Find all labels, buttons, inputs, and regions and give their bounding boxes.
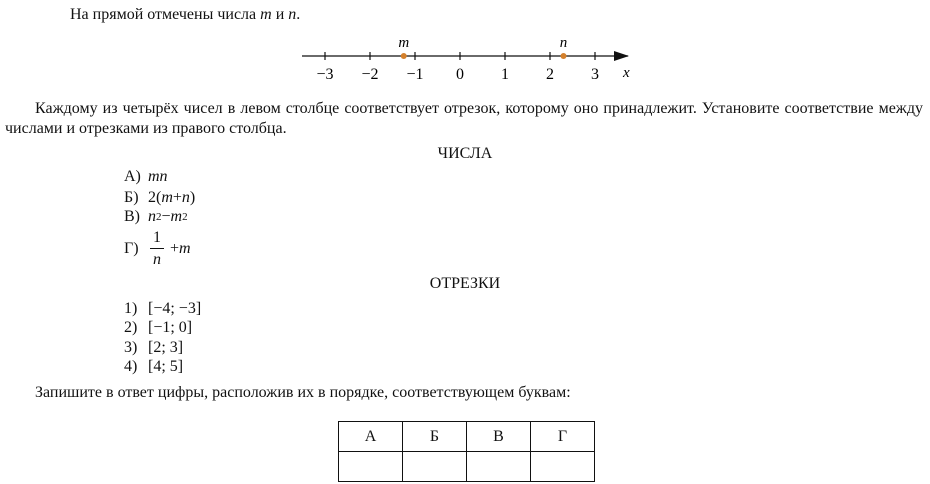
- segment-label-4: 4): [124, 358, 138, 375]
- intro-text: [70, 7, 300, 23]
- answer-header-b: Б: [403, 422, 467, 452]
- segment-value-3: [2; 3]: [148, 339, 184, 356]
- segment-label-1: 1): [124, 300, 138, 317]
- axis-tick-label: 0: [456, 66, 464, 83]
- answer-cell-v[interactable]: [467, 452, 531, 482]
- answer-cell-a[interactable]: [339, 452, 403, 482]
- axis-ticks: [316, 52, 599, 83]
- axis-tick-label: 1: [501, 66, 509, 83]
- axis-tick-label: −1: [406, 66, 424, 83]
- number-m-v: m: [170, 208, 183, 225]
- segment-item-4: [124, 359, 183, 375]
- axis-tick-label: 2: [546, 66, 554, 83]
- intro-n: n: [288, 6, 297, 23]
- segment-value-4: [4; 5]: [148, 358, 184, 375]
- axis-tick-label: −2: [361, 66, 379, 83]
- number-m-b: m: [161, 189, 173, 206]
- segment-item-2: [124, 320, 192, 336]
- segment-item-1: [124, 301, 201, 317]
- number-item-b: [124, 190, 195, 206]
- number-sup1-v: 2: [156, 210, 162, 223]
- segment-label-3: 3): [124, 339, 138, 356]
- number-item-a: [124, 169, 168, 185]
- fraction-numerator: 1: [150, 230, 164, 249]
- segments-heading: ОТРЕЗКИ: [429, 275, 501, 292]
- number-plus-b: +: [172, 189, 182, 206]
- point-n: [561, 53, 567, 59]
- number-sup2-v: 2: [182, 210, 188, 223]
- number-line: [300, 33, 640, 83]
- answer-header-v: В: [467, 422, 531, 452]
- answer-cell-g[interactable]: [531, 452, 595, 482]
- answer-header-g: Г: [531, 422, 595, 452]
- number-plus-g: +: [170, 240, 180, 257]
- fraction-denominator: n: [153, 251, 161, 268]
- number-minus-v: −: [161, 208, 171, 225]
- answer-header-row: [339, 422, 595, 452]
- number-close-b: ): [189, 189, 196, 206]
- axis-arrow-icon: [614, 51, 629, 61]
- number-item-v: [124, 209, 188, 225]
- number-label-b: Б): [124, 189, 139, 206]
- intro-prefix: На прямой отмечены числа: [70, 6, 261, 23]
- point-label-n: n: [559, 35, 568, 51]
- point-m: [401, 53, 407, 59]
- numbers-heading: ЧИСЛА: [437, 145, 493, 162]
- task-text: Каждому из четырёх чисел в левом столбце соответствует отрезок, которому оно принадлежит. Установите соответствие между числами и отрезками из правого столбца.: [5, 100, 923, 137]
- answer-header-a: А: [339, 422, 403, 452]
- number-n-b: n: [181, 189, 190, 206]
- number-coef-b: 2(: [148, 189, 162, 206]
- axis-tick-label: −3: [316, 66, 334, 83]
- intro-m: m: [260, 6, 272, 23]
- segment-value-2: [−1; 0]: [148, 319, 193, 336]
- axis-label-x: x: [623, 65, 630, 81]
- segment-value-1: [−4; −3]: [148, 300, 202, 317]
- number-label-a: А): [124, 168, 141, 185]
- answer-table: [338, 421, 595, 482]
- number-label-v: В): [124, 208, 140, 225]
- intro-mid: и: [271, 6, 289, 23]
- instruction-text: Запишите в ответ цифры, расположив их в порядке, соответствующем буквам:: [35, 384, 571, 401]
- answer-input-row: [339, 452, 595, 482]
- number-m-g: m: [179, 240, 191, 257]
- axis-tick-label: 3: [591, 66, 599, 83]
- intro-suffix: .: [296, 6, 301, 23]
- number-n-v: n: [148, 208, 156, 225]
- number-expr-a: mn: [148, 168, 168, 185]
- answer-cell-b[interactable]: [403, 452, 467, 482]
- segment-item-3: [124, 340, 183, 356]
- segment-label-2: 2): [124, 319, 138, 336]
- fraction: [150, 230, 164, 268]
- point-label-m: m: [398, 35, 410, 51]
- number-item-g: [124, 230, 191, 268]
- number-label-g: Г): [124, 240, 139, 257]
